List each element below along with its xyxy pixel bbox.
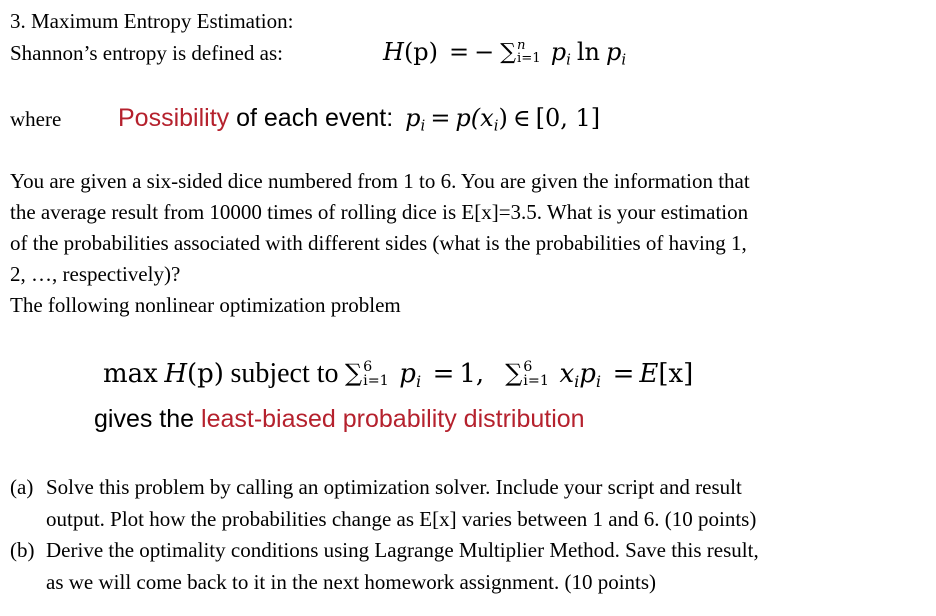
problem-line-4: 2, …, respectively)? — [10, 262, 181, 286]
possibility-word: Possibility — [118, 104, 230, 132]
event-text: of each event: — [229, 104, 394, 132]
problem-line-2: the average result from 10000 times of rolling dice is E[x]=3.5. What is your estimation — [10, 200, 749, 224]
task-a-line-1: Solve this problem by calling an optimization solver. Include your script and result — [46, 475, 742, 499]
optimization-formula: max H(p) subject to ∑ 6 i=1 $p_i = 1$, ∑ 6 i=1 $x_ip_i = E[x]$ — [103, 358, 694, 391]
entropy-formula: H(p) = − ∑ n i=1 $p_i$ $\ln p_i$ — [383, 38, 627, 69]
task-a-line-2: output. Plot how the probabilities change as E[x] varies between 1 and 6. (10 points) — [46, 507, 757, 531]
gives-text: gives the — [94, 405, 202, 433]
least-biased-highlight: least-biased probability distribution — [201, 405, 585, 433]
task-a-label: (a) — [10, 475, 34, 499]
gives-line — [94, 404, 585, 434]
problem-line-1: You are given a six-sided dice numbered from 1 to 6. You are given the information that — [10, 169, 750, 193]
problem-line-3: of the probabilities associated with different sides (what is the probabilities of having 1, — [10, 231, 747, 255]
task-b-label: (b) — [10, 538, 35, 562]
task-b-line-1: Derive the optimality conditions using Lagrange Multiplier Method. Save this result, — [46, 538, 759, 562]
task-b-line-2: as we will come back to it in the next homework assignment. (10 points) — [46, 570, 657, 594]
heading: 3. Maximum Entropy Estimation: — [10, 9, 294, 33]
entropy-intro: Shannon’s entropy is defined as: — [10, 41, 283, 65]
where-line: where Possibility of each event: $p_i = p(x_i)$ ∈ [0, 1] — [10, 104, 601, 135]
problem-line-5: The following nonlinear optimization problem — [10, 293, 401, 317]
where-label: where — [10, 107, 62, 131]
